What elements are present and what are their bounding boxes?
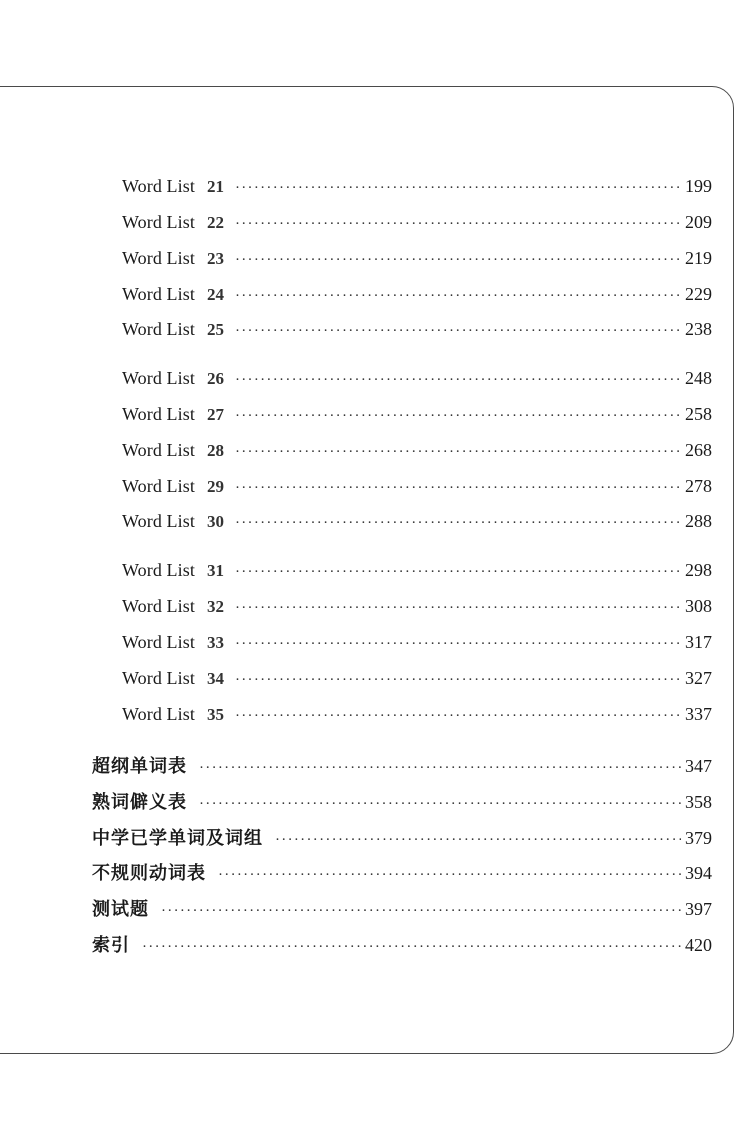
entry-label: Word List	[122, 704, 195, 724]
toc-entry-chapter[interactable]	[92, 824, 712, 850]
entry-page-number: 308	[685, 596, 712, 616]
entry-page-number: 288	[685, 511, 712, 531]
entry-page-number: 317	[685, 632, 712, 652]
entry-number: 21	[206, 177, 224, 196]
leader-dots	[235, 444, 681, 461]
toc-entry-word-list-28[interactable]	[122, 440, 712, 461]
toc-entry-chapter[interactable]	[92, 859, 712, 885]
entry-number: 25	[206, 320, 224, 339]
leader-dots	[235, 252, 681, 269]
entry-page-number: 298	[685, 560, 712, 580]
toc-entry-word-list-33[interactable]	[122, 632, 712, 653]
leader-dots	[235, 408, 681, 425]
leader-dots	[235, 180, 681, 197]
chapter-page-number: 420	[685, 935, 712, 955]
entry-page-number: 199	[685, 176, 712, 196]
leader-dots	[218, 867, 681, 884]
toc-entry-word-list-29[interactable]	[122, 476, 712, 497]
toc-entry-chapter[interactable]	[92, 752, 712, 778]
toc-entry-word-list-34[interactable]	[122, 668, 712, 689]
entry-page-number: 219	[685, 248, 712, 268]
entry-page-number: 248	[685, 368, 712, 388]
entry-number: 29	[206, 477, 224, 496]
chapter-page-number: 397	[685, 899, 712, 919]
leader-dots	[235, 372, 681, 389]
entry-number: 24	[206, 285, 224, 304]
entry-label: Word List	[122, 440, 195, 460]
leader-dots	[235, 323, 681, 340]
chapter-page-number: 347	[685, 756, 712, 776]
leader-dots	[235, 480, 681, 497]
leader-dots	[235, 636, 681, 653]
leader-dots	[235, 672, 681, 689]
entry-page-number: 327	[685, 668, 712, 688]
toc-entry-word-list-24[interactable]	[122, 284, 712, 305]
toc-entry-word-list-35[interactable]	[122, 704, 712, 725]
entry-label: Word List	[122, 176, 195, 196]
entry-label: Word List	[122, 668, 195, 688]
chapter-title: 索引	[92, 935, 130, 956]
entry-label: Word List	[122, 632, 195, 652]
entry-number: 31	[206, 561, 224, 580]
leader-dots	[235, 216, 681, 233]
toc-entry-word-list-23[interactable]	[122, 248, 712, 269]
chapter-title: 超纲单词表	[92, 756, 187, 777]
leader-dots	[235, 288, 681, 305]
toc-entry-word-list-31[interactable]	[122, 560, 712, 581]
entry-label: Word List	[122, 404, 195, 424]
toc-entry-word-list-21[interactable]	[122, 176, 712, 197]
entry-page-number: 278	[685, 476, 712, 496]
toc-entry-word-list-27[interactable]	[122, 404, 712, 425]
leader-dots	[235, 515, 681, 532]
leader-dots	[235, 708, 681, 725]
entry-label: Word List	[122, 319, 195, 339]
entry-page-number: 238	[685, 319, 712, 339]
entry-page-number: 258	[685, 404, 712, 424]
entry-number: 34	[206, 669, 224, 688]
entry-number: 26	[206, 369, 224, 388]
toc-entry-word-list-22[interactable]	[122, 212, 712, 233]
chapter-title: 熟词僻义表	[92, 792, 187, 813]
entry-label: Word List	[122, 248, 195, 268]
entry-page-number: 229	[685, 284, 712, 304]
chapter-page-number: 379	[685, 828, 712, 848]
chapter-title: 中学已学单词及词组	[92, 828, 263, 849]
toc-entry-chapter[interactable]	[92, 895, 712, 921]
entry-label: Word List	[122, 212, 195, 232]
entry-number: 35	[206, 705, 224, 724]
entry-number: 32	[206, 597, 224, 616]
leader-dots	[161, 903, 681, 920]
leader-dots	[275, 832, 681, 849]
entry-number: 27	[206, 405, 224, 424]
entry-label: Word List	[122, 596, 195, 616]
leader-dots	[142, 939, 681, 956]
toc-entry-word-list-30[interactable]	[122, 511, 712, 532]
entry-label: Word List	[122, 560, 195, 580]
chapter-title: 测试题	[92, 899, 149, 920]
chapter-page-number: 358	[685, 792, 712, 812]
leader-dots	[199, 796, 681, 813]
leader-dots	[235, 564, 681, 581]
entry-number: 28	[206, 441, 224, 460]
chapter-title: 不规则动词表	[92, 863, 206, 884]
toc-entry-chapter[interactable]	[92, 788, 712, 814]
entry-number: 30	[206, 512, 224, 531]
toc-entry-word-list-25[interactable]	[122, 319, 712, 340]
entry-number: 33	[206, 633, 224, 652]
toc-entry-word-list-26[interactable]	[122, 368, 712, 389]
toc-entry-word-list-32[interactable]	[122, 596, 712, 617]
entry-number: 23	[206, 249, 224, 268]
entry-page-number: 268	[685, 440, 712, 460]
chapter-page-number: 394	[685, 863, 712, 883]
entry-label: Word List	[122, 368, 195, 388]
entry-label: Word List	[122, 511, 195, 531]
entry-label: Word List	[122, 284, 195, 304]
entry-page-number: 337	[685, 704, 712, 724]
entry-number: 22	[206, 213, 224, 232]
entry-label: Word List	[122, 476, 195, 496]
leader-dots	[235, 600, 681, 617]
toc-entry-chapter[interactable]	[92, 931, 712, 957]
entry-page-number: 209	[685, 212, 712, 232]
leader-dots	[199, 760, 681, 777]
